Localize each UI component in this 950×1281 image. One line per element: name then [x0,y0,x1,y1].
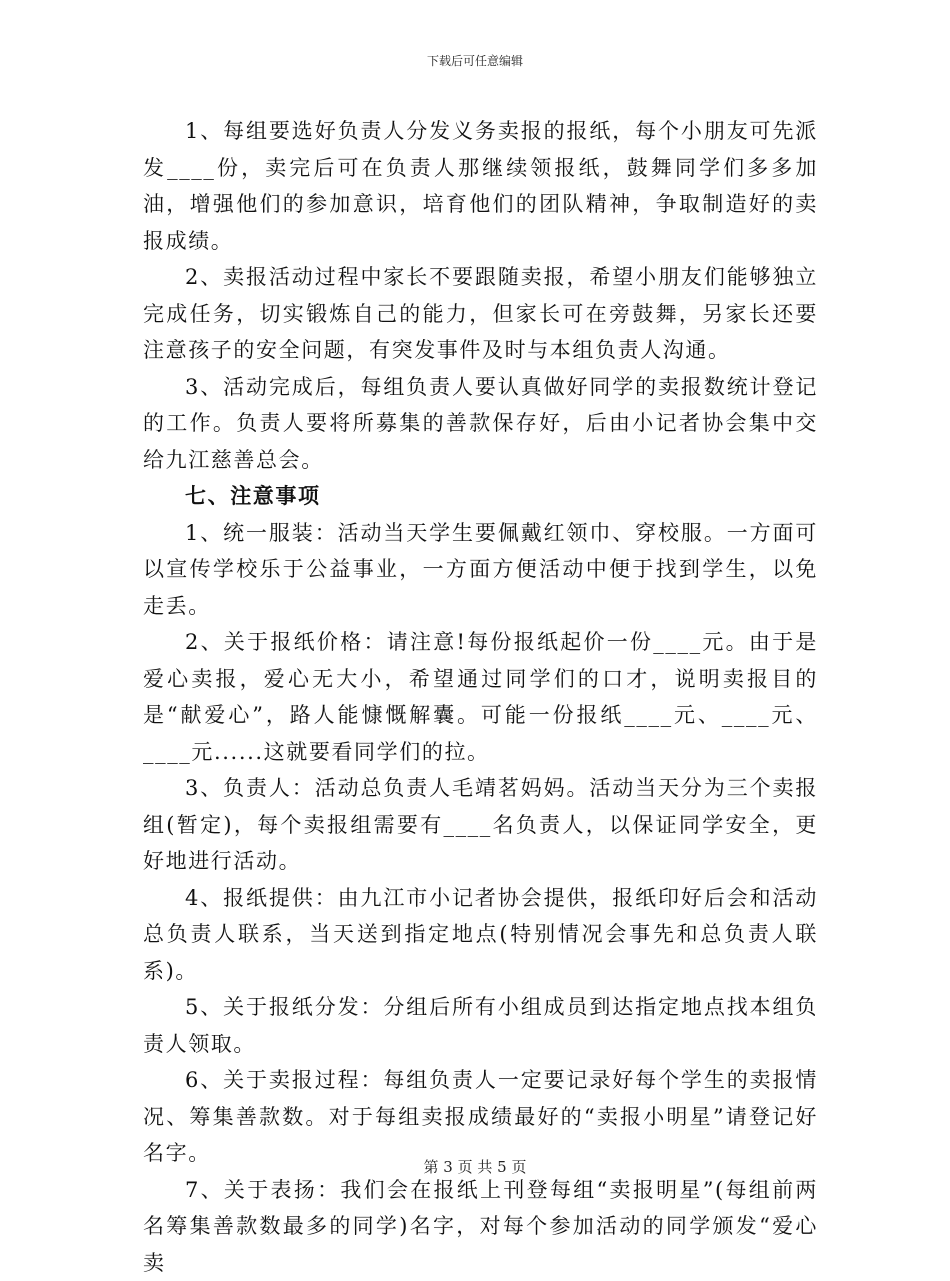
section-heading: 七、注意事项 [143,478,818,515]
paragraph: 1、统一服装：活动当天学生要佩戴红领巾、穿校服。一方面可以宣传学校乐于公益事业，一方面方便活动中便于找到学生，以免走丢。 [143,515,818,625]
paragraph: 1、每组要选好负责人分发义务卖报的报纸，每个小朋友可先派发____份，卖完后可在负责人那继续领报纸，鼓舞同学们多多加油，增强他们的参加意识，培育他们的团队精神，争取制造好的卖报成绩。 [143,113,818,259]
paragraph: 5、关于报纸分发：分组后所有小组成员到达指定地点找本组负责人领取。 [143,989,818,1062]
paragraph: 3、负责人：活动总负责人毛靖茗妈妈。活动当天分为三个卖报组(暂定)，每个卖报组需要有____名负责人，以保证同学安全，更好地进行活动。 [143,770,818,880]
paragraph: 4、报纸提供：由九江市小记者协会提供，报纸印好后会和活动总负责人联系，当天送到指定地点(特别情况会事先和总负责人联系)。 [143,880,818,990]
paragraph: 2、关于报纸价格：请注意!每份报纸起价一份____元。由于是爱心卖报，爱心无大小，希望通过同学们的口才，说明卖报目的是“献爱心”，路人能慷慨解囊。可能一份报纸____元、____元、____元......这就要看同学们的拉。 [143,624,818,770]
paragraph: 2、卖报活动过程中家长不要跟随卖报，希望小朋友们能够独立完成任务，切实锻炼自己的能力，但家长可在旁鼓舞，另家长还要注意孩子的安全问题，有突发事件及时与本组负责人沟通。 [143,259,818,369]
paragraph: 7、关于表扬：我们会在报纸上刊登每组“卖报明星”(每组前两名筹集善款数最多的同学)名字，对每个参加活动的同学颁发“爱心卖 [143,1172,818,1281]
page-header: 下载后可任意编辑 [0,52,950,69]
paragraph: 6、关于卖报过程：每组负责人一定要记录好每个学生的卖报情况、筹集善款数。对于每组卖报成绩最好的“卖报小明星”请登记好名字。 [143,1062,818,1172]
paragraph: 3、活动完成后，每组负责人要认真做好同学的卖报数统计登记的工作。负责人要将所募集的善款保存好，后由小记者协会集中交给九江慈善总会。 [143,369,818,479]
page-number: 第 3 页 共 5 页 [0,1156,950,1177]
document-body [143,113,818,1281]
